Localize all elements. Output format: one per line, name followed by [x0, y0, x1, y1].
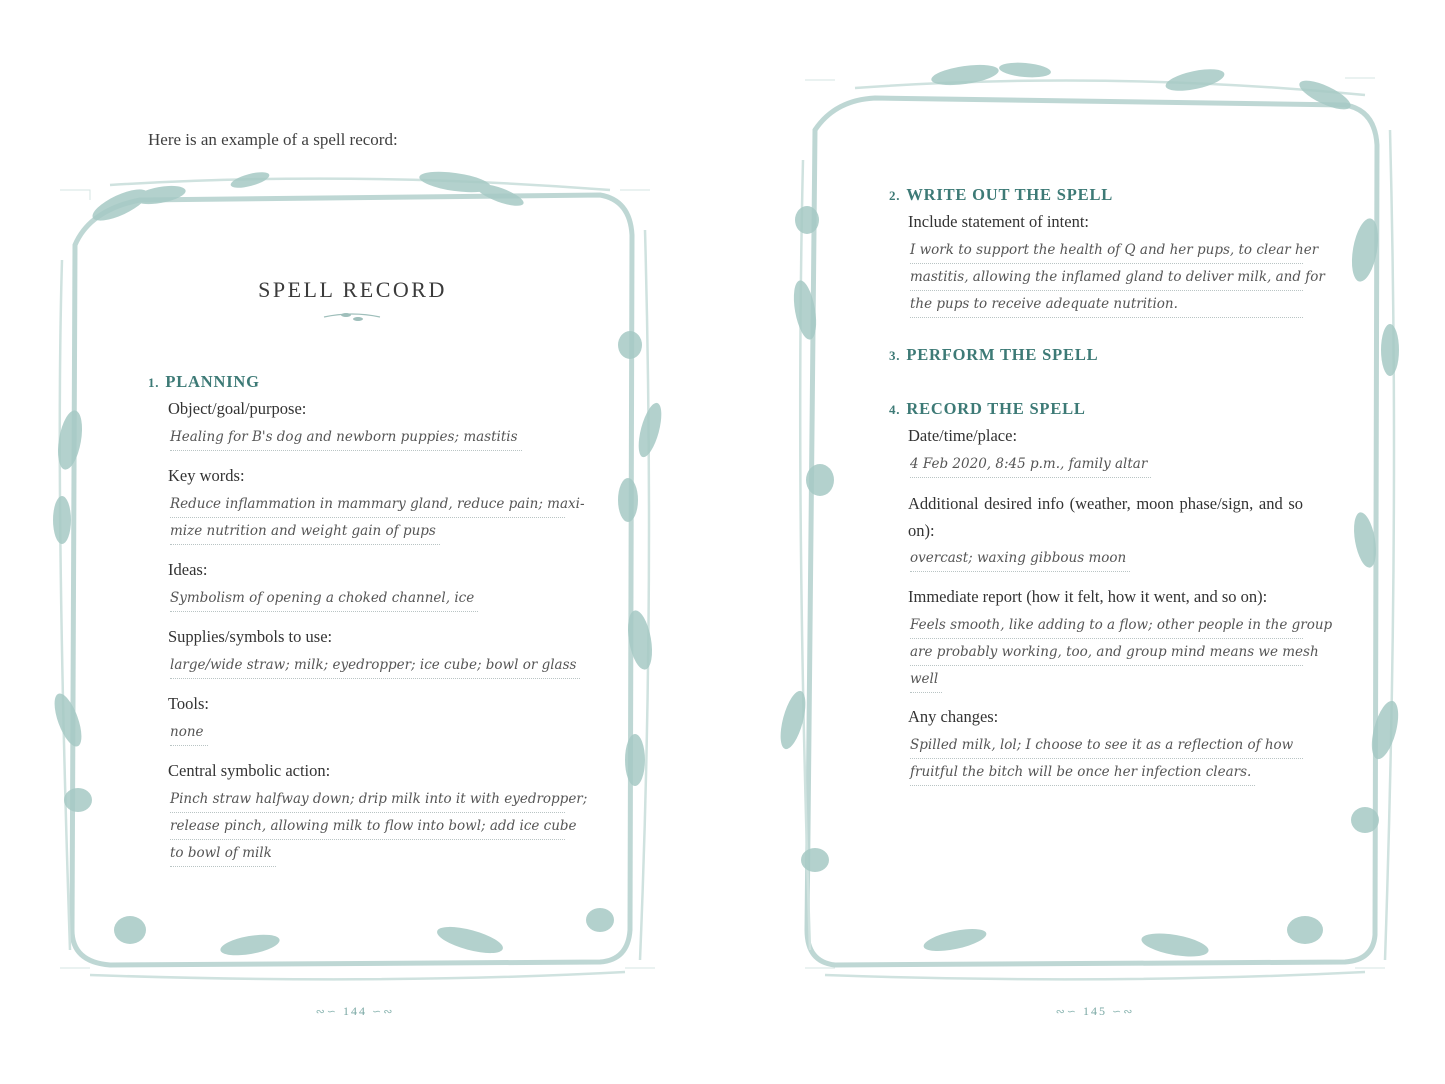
- keywords-label: Key words:: [168, 466, 245, 485]
- ideas-value: [170, 585, 565, 612]
- date-label: Date/time/place:: [908, 426, 1018, 445]
- page-number-left: [295, 1004, 415, 1019]
- section-planning-heading: [148, 372, 260, 392]
- intent-line-3: the pups to receive adequate nutrition.: [910, 291, 1303, 318]
- page-number-text: 144: [343, 1004, 367, 1018]
- intent-value: [910, 237, 1325, 318]
- report-value: [910, 612, 1333, 693]
- page-number-text: 145: [1083, 1004, 1107, 1018]
- title-flourish-icon: [322, 310, 382, 324]
- goal-line: Healing for B's dog and newborn puppies; mastitis: [170, 424, 522, 451]
- keywords-line-2: mize nutrition and weight gain of pups: [170, 518, 440, 545]
- keywords-value: [170, 491, 585, 545]
- section-record-heading: [889, 399, 1086, 419]
- changes-value: [910, 732, 1303, 786]
- section-write-heading: [889, 185, 1113, 205]
- report-label: Immediate report (how it felt, how it went, and so on):: [908, 587, 1268, 606]
- section-number: 4.: [889, 402, 901, 417]
- action-label: Central symbolic action:: [168, 761, 331, 780]
- changes-label: Any changes:: [908, 707, 999, 726]
- ornament-icon: ∾∽: [315, 1006, 338, 1018]
- left-page: [0, 0, 720, 1084]
- right-page: [725, 0, 1445, 1084]
- date-value: [910, 451, 1303, 478]
- ornament-icon: ∽∾: [1112, 1006, 1135, 1018]
- action-line-1: Pinch straw halfway down; drip milk into it with eyedropper;: [170, 786, 565, 813]
- supplies-label: Supplies/symbols to use:: [168, 627, 333, 646]
- supplies-value: [170, 652, 577, 679]
- action-line-3: to bowl of milk: [170, 840, 276, 867]
- report-line-2: are probably working, too, and group mind means we mesh: [910, 639, 1303, 666]
- section-number: 2.: [889, 188, 901, 203]
- report-line-3: well: [910, 666, 942, 693]
- goal-value: [170, 424, 565, 451]
- section-number: 1.: [148, 375, 160, 390]
- keywords-line-1: Reduce inflammation in mammary gland, reduce pain; maxi-: [170, 491, 565, 518]
- intro-text: Here is an example of a spell record:: [148, 130, 398, 149]
- additional-label: Additional desired info (weather, moon phase/sign, and so on):: [908, 494, 1303, 540]
- tools-label: Tools:: [168, 694, 210, 713]
- section-number: 3.: [889, 348, 901, 363]
- action-line-2: release pinch, allowing milk to flow into bowl; add ice cube: [170, 813, 565, 840]
- ornament-icon: ∽∾: [372, 1006, 395, 1018]
- action-value: [170, 786, 588, 867]
- goal-label: Object/goal/purpose:: [168, 399, 307, 418]
- supplies-line: large/wide straw; milk; eyedropper; ice cube; bowl or glass: [170, 652, 580, 679]
- date-line: 4 Feb 2020, 8:45 p.m., family altar: [910, 451, 1151, 478]
- report-line-1: Feels smooth, like adding to a flow; other people in the group: [910, 612, 1303, 639]
- section-title: WRITE OUT THE SPELL: [906, 185, 1114, 204]
- tools-value: [170, 719, 565, 746]
- intent-line-2: mastitis, allowing the inflamed gland to deliver milk, and for: [910, 264, 1303, 291]
- section-perform-heading: [889, 345, 1098, 365]
- section-title: PERFORM THE SPELL: [906, 345, 1099, 364]
- changes-line-2: fruitful the bitch will be once her infection clears.: [910, 759, 1255, 786]
- ideas-line: Symbolism of opening a choked channel, ice: [170, 585, 478, 612]
- section-title: PLANNING: [165, 372, 260, 391]
- additional-value: [910, 545, 1303, 572]
- changes-line-1: Spilled milk, lol; I choose to see it as a reflection of how: [910, 732, 1303, 759]
- tools-line: none: [170, 719, 208, 746]
- spell-record-title: SPELL RECORD: [258, 277, 447, 302]
- intent-line-1: I work to support the health of Q and her pups, to clear her: [910, 237, 1303, 264]
- ideas-label: Ideas:: [168, 560, 208, 579]
- intent-label: Include statement of intent:: [908, 212, 1089, 231]
- section-title: RECORD THE SPELL: [906, 399, 1086, 418]
- additional-line: overcast; waxing gibbous moon: [910, 545, 1130, 572]
- page-number-right: [1035, 1004, 1155, 1019]
- ornament-icon: ∾∽: [1055, 1006, 1078, 1018]
